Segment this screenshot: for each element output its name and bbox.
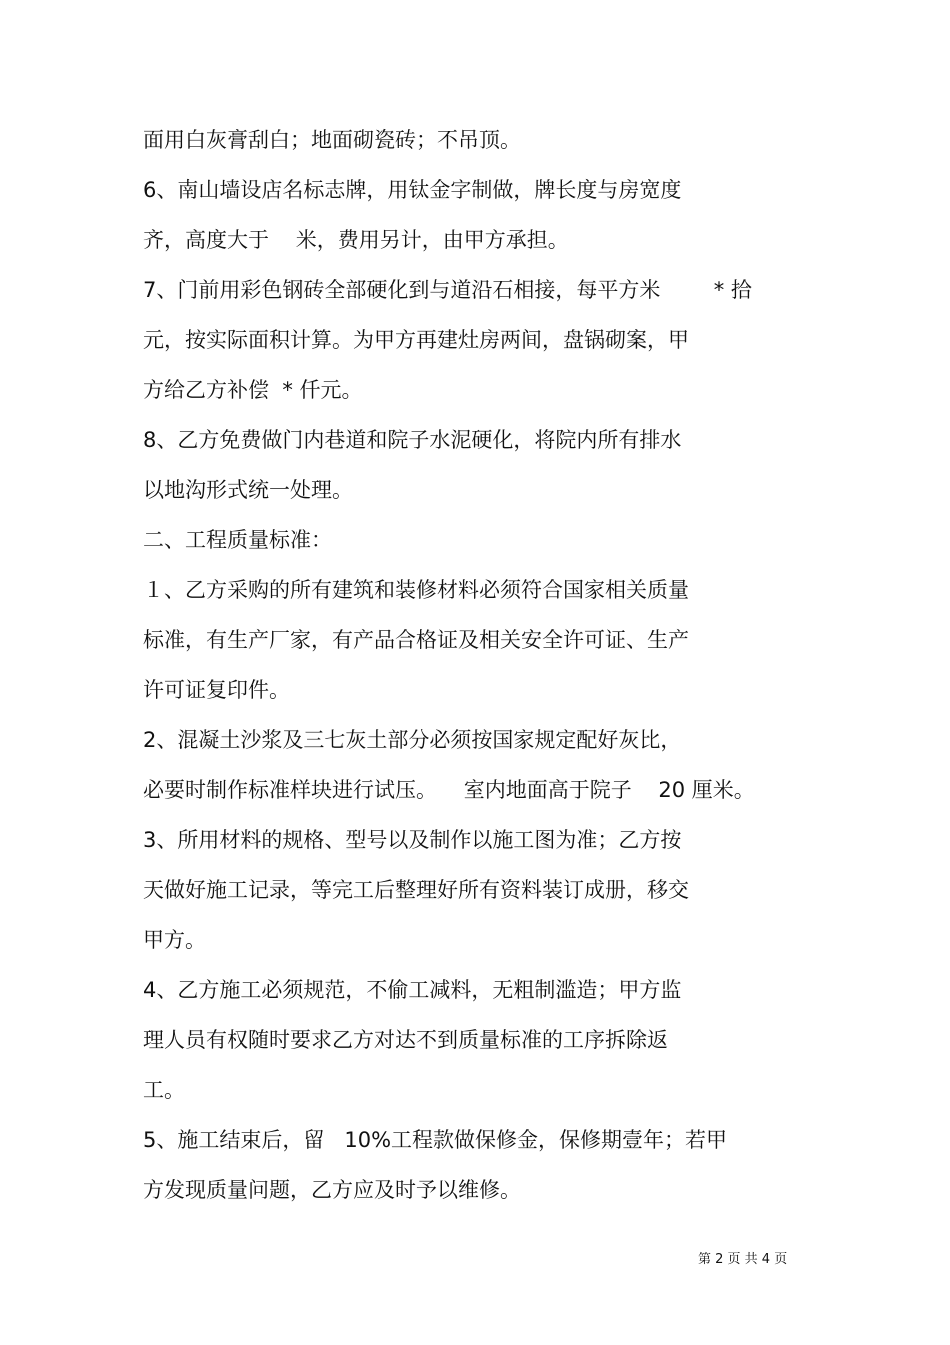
text-line: 工。 xyxy=(143,1078,185,1102)
text-line: 元，按实际面积计算。为甲方再建灶房两间，盘锅砌案，甲 xyxy=(143,328,689,352)
text-line: 必要时制作标准样块进行试压。 室内地面高于院子 20 厘米。 xyxy=(143,778,755,802)
page-number: 第 2 页 共 4 页 xyxy=(698,1252,788,1267)
text-line: 3、所用材料的规格、型号以及制作以施工图为准；乙方按 xyxy=(143,828,682,852)
section-heading: 二、工程质量标准： xyxy=(143,528,332,552)
text-line: １、乙方采购的所有建筑和装修材料必须符合国家相关质量 xyxy=(143,578,689,602)
text-line: 2、混凝土沙浆及三七灰土部分必须按国家规定配好灰比， xyxy=(143,728,682,752)
text-line: 8、乙方免费做门内巷道和院子水泥硬化，将院内所有排水 xyxy=(143,428,682,452)
text-line: 理人员有权随时要求乙方对达不到质量标准的工序拆除返 xyxy=(143,1028,668,1052)
text-line: 6、南山墙设店名标志牌，用钛金字制做，牌长度与房宽度 xyxy=(143,178,682,202)
text-line: 4、乙方施工必须规范，不偷工减料，无粗制滥造；甲方监 xyxy=(143,978,682,1002)
text-line: 天做好施工记录，等完工后整理好所有资料装订成册，移交 xyxy=(143,878,689,902)
text-line: 甲方。 xyxy=(143,928,206,952)
text-line: 5、施工结束后，留 10%工程款做保修金，保修期壹年；若甲 xyxy=(143,1128,728,1152)
text-line: 许可证复印件。 xyxy=(143,678,290,702)
text-line: 方发现质量问题，乙方应及时予以维修。 xyxy=(143,1178,521,1202)
text-line: 标准，有生产厂家，有产品合格证及相关安全许可证、生产 xyxy=(143,628,689,652)
text-line: 面用白灰膏刮白；地面砌瓷砖；不吊顶。 xyxy=(143,128,521,152)
text-line: 以地沟形式统一处理。 xyxy=(143,478,353,502)
text-line: 齐，高度大于 米，费用另计，由甲方承担。 xyxy=(143,228,569,252)
text-line: 方给乙方补偿 * 仟元。 xyxy=(143,378,363,402)
text-line: 7、门前用彩色钢砖全部硬化到与道沿石相接，每平方米 * 拾 xyxy=(143,278,752,302)
